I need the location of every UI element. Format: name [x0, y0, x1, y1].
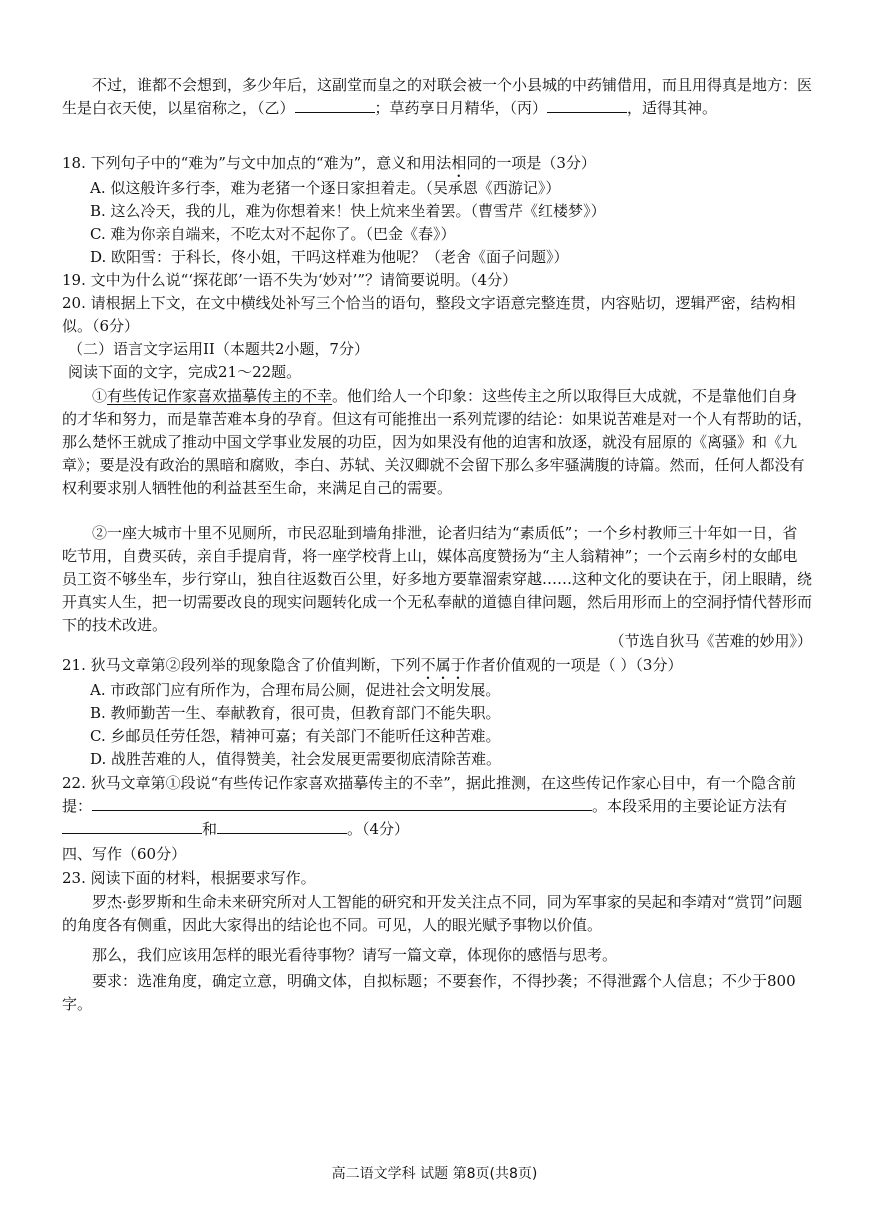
q21-option-d: D. 战胜苦难的人，值得赞美，社会发展更需要彻底清除苦难。 [90, 750, 502, 768]
q22: 22. 狄马文章第①段说“有些传记作家喜欢描摹传主的不幸”，据此推测，在这些传记作家心目中，有一个隐含前提： 。本段采用的主要论证方法有和 。（4分） [62, 774, 796, 838]
q18-option-d: D. 欧阳雪：于科长，佟小姐，干吗这样难为他呢？（老舍《面子问题》） [90, 248, 569, 266]
blank-method-2[interactable] [217, 818, 347, 834]
paragraph-1: ①有些传记作家喜欢描摹传主的不幸。他们给人一个印象：这些传主之所以取得巨大成就，不是靠他们自身的才华和努力，而是靠苦难本身的孕育。但这有可能推出一系列荒谬的结论：如果说苦难是对一个人有帮助的话，那么楚怀王就成了推动中国文学事业发展的功臣，因为如果没有他的迫害和放逐，就没有屈原的《离骚》和《九章》；要是没有政治的黑暗和腐败，李白、苏轼、关汉卿就不会留下那么多牢骚满腹的诗篇。然而，任何人都没有权利要求别人牺牲他的利益甚至生命，来满足自己的需要。 [62, 387, 813, 497]
q21-option-c: C. 乡邮员任劳任怨，精神可嘉；有关部门不能听任这种苦难。 [90, 727, 501, 745]
blank-bing[interactable] [547, 97, 627, 113]
source-note: （节选自狄马《苦难的妙用》） [609, 632, 812, 650]
q21-option-a: A. 市政部门应有所作为，合理布局公厕，促进社会文明发展。 [90, 681, 501, 699]
q18-stem: 18. 下列句子中的“难为”与文中加点的“难为”，意义和用法相同的一项是（3分） [62, 154, 596, 172]
blank-yi[interactable] [295, 97, 375, 113]
blank-premise[interactable] [92, 795, 592, 811]
section-2-instruction: 阅读下面的文字，完成21～22题。 [68, 363, 302, 381]
intro-paragraph: 不过，谁都不会想到，多少年后，这副堂而皇之的对联会被一个小县城的中药铺借用，而且用得真是地方：医生是白衣天使，以星宿称之，（乙） ；草药享日月精华，（丙） ，适得其神。 [62, 76, 813, 117]
q23-question: 那么，我们应该用怎样的眼光看待事物？请写一篇文章，体现你的感悟与思考。 [92, 946, 618, 964]
q21-option-b: B. 教师勤苦一生、奉献教育，很可贵，但教育部门不能失职。 [90, 704, 501, 722]
q23-material: 罗杰·彭罗斯和生命未来研究所对人工智能的研究和开发关注点不同，同为军事家的吴起和李靖对“赏罚”问题的角度各有侧重，因此大家得出的结论也不同。可见，人的眼光赋予事物以价值。 [62, 893, 803, 934]
q21-stem: 21. 狄马文章第②段列举的现象隐含了价值判断，下列不属于作者价值观的一项是（ ）（3分） [62, 656, 683, 674]
q20: 20. 请根据上下文，在文中横线处补写三个恰当的语句，整段文字语意完整连贯，内容贴切，逻辑严密，结构相似。（6分） [62, 294, 796, 335]
q18-option-a: A. 似这般许多行李，难为老猪一个逐日家担着走。（吴承恩《西游记》） [90, 179, 561, 197]
q23-requirements: 要求：选准角度，确定立意，明确文体，自拟标题；不要套作，不得抄袭；不得泄露个人信息；不少于800字。 [62, 972, 796, 1013]
page-footer: 高二语文学科 试题 第8页(共8页) [331, 1166, 538, 1182]
underlined-claim: 有些传记作家喜欢描摹传主的不幸 [107, 387, 333, 405]
q23-stem: 23. 阅读下面的材料，根据要求写作。 [62, 869, 316, 887]
q18-option-c: C. 难为你亲自端来，不吃太对不起你了。（巴金《春》） [90, 225, 456, 243]
q19: 19. 文中为什么说“‘探花郎’一语不失为‘妙对’”？请简要说明。（4分） [62, 271, 518, 289]
section-4-title: 四、写作（60分） [62, 845, 187, 863]
section-2-title: （二）语言文字运用II（本题共2小题，7分） [68, 340, 369, 358]
blank-method-1[interactable] [62, 818, 202, 834]
paragraph-2: ②一座大城市十里不见厕所，市民忍耻到墙角排泄，论者归结为“素质低”；一个乡村教师三十年如一日，省吃节用，自费买砖，亲自手提肩背，将一座学校背上山，媒体高度赞扬为“主人翁精神”；一个云南乡村的女邮电员工资不够坐车，步行穿山，独自往返数百公里，好多地方要靠溜索穿越……这种文化的要诀在于，闭上眼睛，绕开真实人生，把一切需要改良的现实问题转化成一个无私奉献的道德自律问题，然后用形而上的空洞抒情代替形而下的技术改进。 [62, 524, 813, 634]
q18-option-b: B. 这么冷天，我的儿，难为你想着来！快上炕来坐着罢。（曹雪芹《红楼梦》） [90, 202, 606, 220]
